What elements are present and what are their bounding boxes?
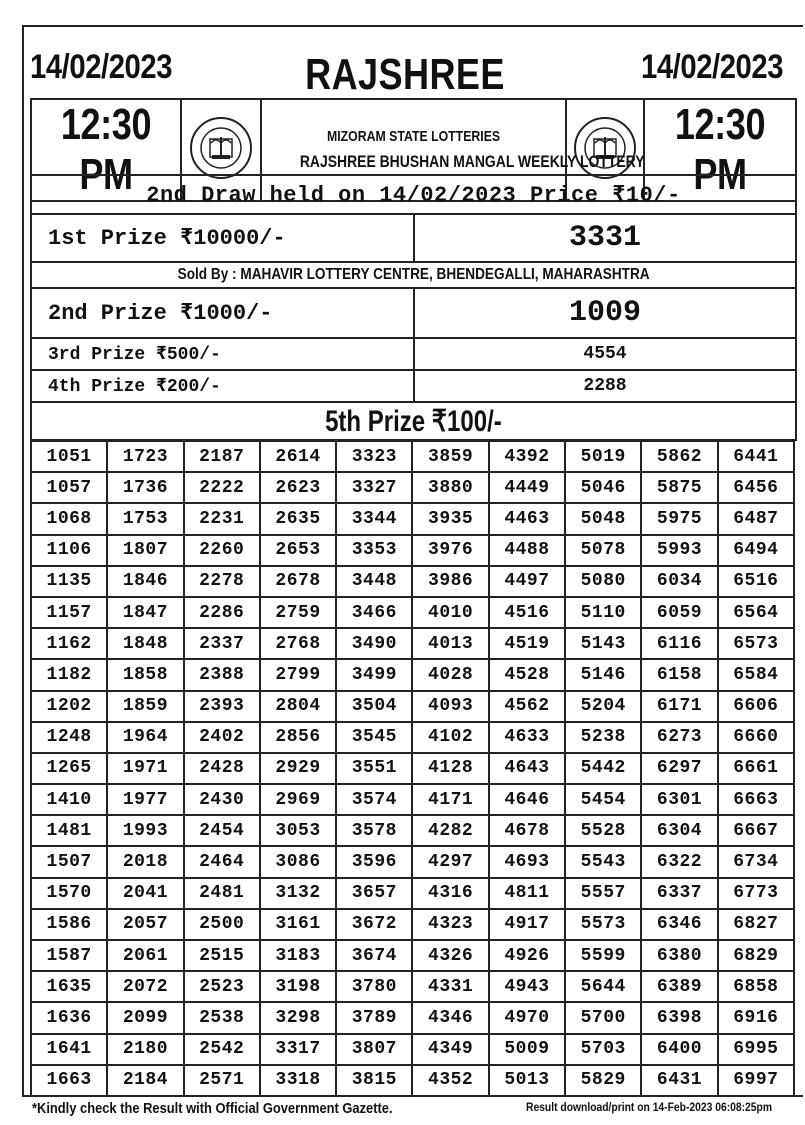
fifth-prize-number: 1858: [107, 659, 183, 690]
fifth-prize-number: 2278: [184, 566, 260, 597]
fifth-prize-number: 6346: [641, 909, 717, 940]
fifth-prize-number: 6456: [718, 472, 794, 503]
fifth-prize-number: 2523: [184, 971, 260, 1002]
fifth-prize-number: 5875: [641, 472, 717, 503]
fifth-prize-number: 4693: [489, 846, 565, 877]
fifth-prize-number: 5046: [565, 472, 641, 503]
fifth-prize-number: 1157: [31, 597, 107, 628]
fifth-prize-number: 6304: [641, 815, 717, 846]
table-row: [31, 753, 794, 784]
fifth-prize-number: 4926: [489, 940, 565, 971]
fifth-prize-number: 2388: [184, 659, 260, 690]
fifth-prize-number: 2061: [107, 940, 183, 971]
fifth-prize-number: 3318: [260, 1065, 336, 1096]
table-row: [31, 815, 794, 846]
fifth-prize-number: 3807: [336, 1034, 412, 1065]
fifth-prize-number: 5454: [565, 784, 641, 815]
fifth-prize-number: 6398: [641, 1002, 717, 1033]
fifth-prize-number: 2072: [107, 971, 183, 1002]
fourth-prize-label-cell: [31, 370, 414, 402]
fifth-prize-number: 6171: [641, 691, 717, 722]
table-row: [31, 535, 794, 566]
fifth-prize-number: 1723: [107, 441, 183, 472]
fifth-prize-number: 1182: [31, 659, 107, 690]
fifth-prize-number: 6158: [641, 659, 717, 690]
fifth-prize-number: 2402: [184, 722, 260, 753]
second-prize-label: 2nd Prize ₹1000/-: [48, 301, 273, 326]
fifth-prize-number: 2804: [260, 691, 336, 722]
fifth-prize-number: 5573: [565, 909, 641, 940]
fifth-prize-number: 4528: [489, 659, 565, 690]
fifth-prize-number: 3298: [260, 1002, 336, 1033]
fifth-prize-number: 3183: [260, 940, 336, 971]
fifth-prize-number: 4463: [489, 503, 565, 534]
fifth-prize-header-cell: [31, 402, 796, 440]
fifth-prize-number: 2481: [184, 878, 260, 909]
fifth-prize-number: 1202: [31, 691, 107, 722]
fourth-prize-label: 4th Prize ₹200/-: [48, 377, 221, 397]
fifth-prize-number: 4633: [489, 722, 565, 753]
fifth-prize-number: 2515: [184, 940, 260, 971]
fifth-prize-number: 5146: [565, 659, 641, 690]
fifth-prize-number: 1481: [31, 815, 107, 846]
fifth-prize-number: 4943: [489, 971, 565, 1002]
fifth-prize-number: 1847: [107, 597, 183, 628]
fifth-prize-number: 6829: [718, 940, 794, 971]
fifth-prize-number: 3986: [412, 566, 488, 597]
fifth-prize-number: 1736: [107, 472, 183, 503]
fifth-prize-number: 6827: [718, 909, 794, 940]
fifth-prize-number: 3815: [336, 1065, 412, 1096]
fifth-prize-number: 4352: [412, 1065, 488, 1096]
print-timestamp: Result download/print on 14-Feb-2023 06:08:25pm: [526, 1100, 773, 1114]
fifth-prize-number: 2430: [184, 784, 260, 815]
fifth-prize-number: 5862: [641, 441, 717, 472]
fifth-prize-number: 1635: [31, 971, 107, 1002]
fifth-prize-number: 4013: [412, 628, 488, 659]
fifth-prize-number: 2635: [260, 503, 336, 534]
fifth-prize-label: 5th Prize ₹100/-: [325, 404, 502, 438]
fifth-prize-number: 5528: [565, 815, 641, 846]
fifth-prize-number: 6337: [641, 878, 717, 909]
first-prize-label: 1st Prize ₹10000/-: [48, 226, 286, 251]
fifth-prize-number: 2454: [184, 815, 260, 846]
fourth-prize-number: 2288: [583, 376, 627, 396]
fifth-prize-number: 4811: [489, 878, 565, 909]
table-row: [31, 566, 794, 597]
fifth-prize-number: 6584: [718, 659, 794, 690]
fifth-prize-number: 3578: [336, 815, 412, 846]
fifth-prize-number: 4171: [412, 784, 488, 815]
table-row: [31, 597, 794, 628]
fifth-prize-number: 1848: [107, 628, 183, 659]
fifth-prize-number: 5442: [565, 753, 641, 784]
fifth-prize-number: 1106: [31, 535, 107, 566]
fifth-prize-number: 2231: [184, 503, 260, 534]
table-row: [31, 784, 794, 815]
fifth-prize-number: 6273: [641, 722, 717, 753]
fifth-prize-number: 4516: [489, 597, 565, 628]
fifth-prize-number: 1586: [31, 909, 107, 940]
fifth-prize-number: 3344: [336, 503, 412, 534]
fifth-prize-number: 5557: [565, 878, 641, 909]
fifth-prize-number: 3327: [336, 472, 412, 503]
fifth-prize-number: 1977: [107, 784, 183, 815]
fifth-prize-number: 5080: [565, 566, 641, 597]
fifth-prize-number: 5019: [565, 441, 641, 472]
fifth-prize-number: 6487: [718, 503, 794, 534]
fifth-prize-number: 6034: [641, 566, 717, 597]
fifth-prize-number: 4562: [489, 691, 565, 722]
fifth-prize-number: 4297: [412, 846, 488, 877]
fifth-prize-number: 3504: [336, 691, 412, 722]
fifth-prize-number: 1663: [31, 1065, 107, 1096]
fifth-prize-number: 4519: [489, 628, 565, 659]
fifth-prize-number: 1057: [31, 472, 107, 503]
fifth-prize-number: 3574: [336, 784, 412, 815]
table-row: [31, 1034, 794, 1065]
draw-time-right: 12:30 PM: [674, 100, 766, 199]
fifth-prize-number: 2464: [184, 846, 260, 877]
fifth-prize-number: 5048: [565, 503, 641, 534]
fifth-prize-number: 1068: [31, 503, 107, 534]
fifth-prize-number: 3674: [336, 940, 412, 971]
fifth-prize-number: 2099: [107, 1002, 183, 1033]
fifth-prize-number: 4282: [412, 815, 488, 846]
fifth-prize-number: 2768: [260, 628, 336, 659]
fifth-prize-number: 6773: [718, 878, 794, 909]
table-row: [31, 628, 794, 659]
fifth-prize-number: 2187: [184, 441, 260, 472]
fifth-prize-number: 2538: [184, 1002, 260, 1033]
fifth-prize-number: 2614: [260, 441, 336, 472]
fifth-prize-number: 2653: [260, 535, 336, 566]
fifth-prize-number: 2428: [184, 753, 260, 784]
fifth-prize-number: 4326: [412, 940, 488, 971]
fifth-prize-number: 2571: [184, 1065, 260, 1096]
organization-name: MIZORAM STATE LOTTERIES: [326, 128, 501, 145]
table-row: [31, 940, 794, 971]
fifth-prize-number: 2222: [184, 472, 260, 503]
fifth-prize-number: 4643: [489, 753, 565, 784]
third-prize-label-cell: [31, 338, 414, 370]
fifth-prize-number: 3490: [336, 628, 412, 659]
fifth-prize-number: 1248: [31, 722, 107, 753]
fifth-prize-number: 2500: [184, 909, 260, 940]
fifth-prize-number: 3935: [412, 503, 488, 534]
fifth-prize-number: 6916: [718, 1002, 794, 1033]
fifth-prize-number: 1859: [107, 691, 183, 722]
fourth-prize-number-cell: [414, 370, 796, 402]
fifth-prize-number: 1570: [31, 878, 107, 909]
fifth-prize-number: 4917: [489, 909, 565, 940]
fifth-prize-number: 5078: [565, 535, 641, 566]
sold-by-cell: [31, 262, 796, 288]
draw-date-right: 14/02/2023: [641, 48, 784, 86]
fifth-prize-number: 2057: [107, 909, 183, 940]
fifth-prize-number: 4392: [489, 441, 565, 472]
fifth-prize-number: 6516: [718, 566, 794, 597]
fifth-prize-number: 1265: [31, 753, 107, 784]
first-prize-label-cell: [31, 214, 414, 262]
fifth-prize-number: 6997: [718, 1065, 794, 1096]
fifth-prize-number: 4028: [412, 659, 488, 690]
draw-date-left: 14/02/2023: [30, 48, 173, 86]
fifth-prize-number: 6059: [641, 597, 717, 628]
table-row: [31, 909, 794, 940]
fifth-prize-number: 4497: [489, 566, 565, 597]
fifth-prize-number: 3161: [260, 909, 336, 940]
fifth-prize-number: 5993: [641, 535, 717, 566]
fifth-prize-number: 1636: [31, 1002, 107, 1033]
fifth-prize-number: 6564: [718, 597, 794, 628]
fifth-prize-number: 5975: [641, 503, 717, 534]
government-seal-icon: [188, 115, 254, 181]
fifth-prize-number: 3132: [260, 878, 336, 909]
fifth-prize-number: 3596: [336, 846, 412, 877]
fifth-prize-number: 5703: [565, 1034, 641, 1065]
second-prize-number: 1009: [568, 296, 641, 330]
fifth-prize-number: 3198: [260, 971, 336, 1002]
third-prize-label: 3rd Prize ₹500/-: [48, 345, 221, 365]
fifth-prize-number: 4102: [412, 722, 488, 753]
fifth-prize-number: 6441: [718, 441, 794, 472]
fifth-prize-number: 5110: [565, 597, 641, 628]
lottery-name: RAJSHREE BHUSHAN MANGAL WEEKLY LOTTERY: [299, 152, 645, 171]
fifth-prize-number: 4331: [412, 971, 488, 1002]
fifth-prize-number: 1410: [31, 784, 107, 815]
draw-time-left: 12:30 PM: [60, 100, 152, 199]
brand-title: RAJSHREE: [305, 50, 505, 99]
gazette-note: *Kindly check the Result with Official Government Gazette.: [32, 1100, 393, 1117]
fifth-prize-number: 3976: [412, 535, 488, 566]
fifth-prize-number: 5644: [565, 971, 641, 1002]
fifth-prize-number: 5238: [565, 722, 641, 753]
fifth-prize-number: 6400: [641, 1034, 717, 1065]
fifth-prize-number: 4346: [412, 1002, 488, 1033]
fifth-prize-number: 2286: [184, 597, 260, 628]
third-prize-number-cell: [414, 338, 796, 370]
fifth-prize-number: 5829: [565, 1065, 641, 1096]
fifth-prize-number: 5543: [565, 846, 641, 877]
fifth-prize-number: 4128: [412, 753, 488, 784]
fifth-prize-number: 6494: [718, 535, 794, 566]
fifth-prize-number: 3466: [336, 597, 412, 628]
fifth-prize-number: 4970: [489, 1002, 565, 1033]
fifth-prize-number: 1753: [107, 503, 183, 534]
fifth-prize-number: 4349: [412, 1034, 488, 1065]
fifth-prize-number: 5599: [565, 940, 641, 971]
fifth-prize-number: 5143: [565, 628, 641, 659]
fifth-prize-number: 1971: [107, 753, 183, 784]
second-prize-number-cell: [414, 288, 796, 338]
fifth-prize-number: 4449: [489, 472, 565, 503]
fifth-prize-number: 6606: [718, 691, 794, 722]
fifth-prize-number: 2542: [184, 1034, 260, 1065]
fifth-prize-number: 4316: [412, 878, 488, 909]
fifth-prize-number: 2180: [107, 1034, 183, 1065]
first-prize-number: 3331: [568, 221, 641, 255]
fifth-prize-number: 6660: [718, 722, 794, 753]
fifth-prize-number: 3859: [412, 441, 488, 472]
prize-table: [30, 174, 797, 441]
fifth-prize-number: 2337: [184, 628, 260, 659]
fifth-prize-number: 1162: [31, 628, 107, 659]
fifth-prize-number: 5009: [489, 1034, 565, 1065]
fifth-prize-number: 6301: [641, 784, 717, 815]
fifth-prize-number: 6322: [641, 846, 717, 877]
draw-line-cell: [31, 175, 796, 214]
fifth-prize-number: 3353: [336, 535, 412, 566]
fifth-prize-number: 6389: [641, 971, 717, 1002]
draw-info: 2nd Draw held on 14/02/2023 Price ₹10/-: [146, 182, 681, 208]
fifth-prize-number: 3499: [336, 659, 412, 690]
table-row: [31, 971, 794, 1002]
fifth-prize-number: 6663: [718, 784, 794, 815]
second-prize-label-cell: [31, 288, 414, 338]
fifth-prize-number: 4010: [412, 597, 488, 628]
fifth-prize-number: 6380: [641, 940, 717, 971]
fifth-prize-number: 2929: [260, 753, 336, 784]
table-row: [31, 503, 794, 534]
fifth-prize-number: 4093: [412, 691, 488, 722]
table-row: [31, 1002, 794, 1033]
sold-by: Sold By : MAHAVIR LOTTERY CENTRE, BHENDEGALLI, MAHARASHTRA: [177, 266, 650, 283]
fifth-prize-number: 2678: [260, 566, 336, 597]
fifth-prize-number: 1964: [107, 722, 183, 753]
fifth-prize-number: 4323: [412, 909, 488, 940]
fifth-prize-number: 3780: [336, 971, 412, 1002]
fifth-prize-number: 3672: [336, 909, 412, 940]
fifth-prize-number: 3317: [260, 1034, 336, 1065]
fifth-prize-number: 2759: [260, 597, 336, 628]
fifth-prize-number: 6667: [718, 815, 794, 846]
fifth-prize-number: 3789: [336, 1002, 412, 1033]
fifth-prize-number: 2799: [260, 659, 336, 690]
fifth-prize-number: 3086: [260, 846, 336, 877]
fifth-prize-number: 3880: [412, 472, 488, 503]
fifth-prize-number: 3323: [336, 441, 412, 472]
fifth-prize-table: [30, 440, 795, 1097]
fifth-prize-number: 2041: [107, 878, 183, 909]
table-row: [31, 691, 794, 722]
fifth-prize-number: 1507: [31, 846, 107, 877]
fifth-prize-number: 2184: [107, 1065, 183, 1096]
fifth-prize-number: 6573: [718, 628, 794, 659]
fifth-prize-number: 1641: [31, 1034, 107, 1065]
table-row: [31, 659, 794, 690]
fifth-prize-number: 3448: [336, 566, 412, 597]
fifth-prize-number: 2856: [260, 722, 336, 753]
fifth-prize-number: 1051: [31, 441, 107, 472]
fifth-prize-number: 1807: [107, 535, 183, 566]
fifth-prize-number: 2969: [260, 784, 336, 815]
fifth-prize-number: 5013: [489, 1065, 565, 1096]
fifth-prize-number: 6297: [641, 753, 717, 784]
fifth-prize-number: 4678: [489, 815, 565, 846]
first-prize-number-cell: [414, 214, 796, 262]
table-row: [31, 472, 794, 503]
fifth-prize-number: 2260: [184, 535, 260, 566]
fifth-prize-number: 3545: [336, 722, 412, 753]
fifth-prize-number: 4488: [489, 535, 565, 566]
fifth-prize-number: 6858: [718, 971, 794, 1002]
table-row: [31, 441, 794, 472]
fifth-prize-number: 1587: [31, 940, 107, 971]
fifth-prize-number: 3053: [260, 815, 336, 846]
fifth-prize-number: 3551: [336, 753, 412, 784]
table-row: [31, 878, 794, 909]
table-row: [31, 846, 794, 877]
fifth-prize-number: 6734: [718, 846, 794, 877]
table-row: [31, 1065, 794, 1096]
fifth-prize-number: 2623: [260, 472, 336, 503]
table-row: [31, 722, 794, 753]
fifth-prize-number: 3657: [336, 878, 412, 909]
fifth-prize-number: 2018: [107, 846, 183, 877]
fifth-prize-number: 1846: [107, 566, 183, 597]
fifth-prize-number: 2393: [184, 691, 260, 722]
fifth-prize-number: 5700: [565, 1002, 641, 1033]
fifth-prize-number: 6116: [641, 628, 717, 659]
fifth-prize-number: 6995: [718, 1034, 794, 1065]
fifth-prize-number: 4646: [489, 784, 565, 815]
third-prize-number: 4554: [583, 344, 627, 364]
fifth-prize-number: 1135: [31, 566, 107, 597]
fifth-prize-number: 6661: [718, 753, 794, 784]
fifth-prize-number: 1993: [107, 815, 183, 846]
fifth-prize-number: 6431: [641, 1065, 717, 1096]
fifth-prize-number: 5204: [565, 691, 641, 722]
